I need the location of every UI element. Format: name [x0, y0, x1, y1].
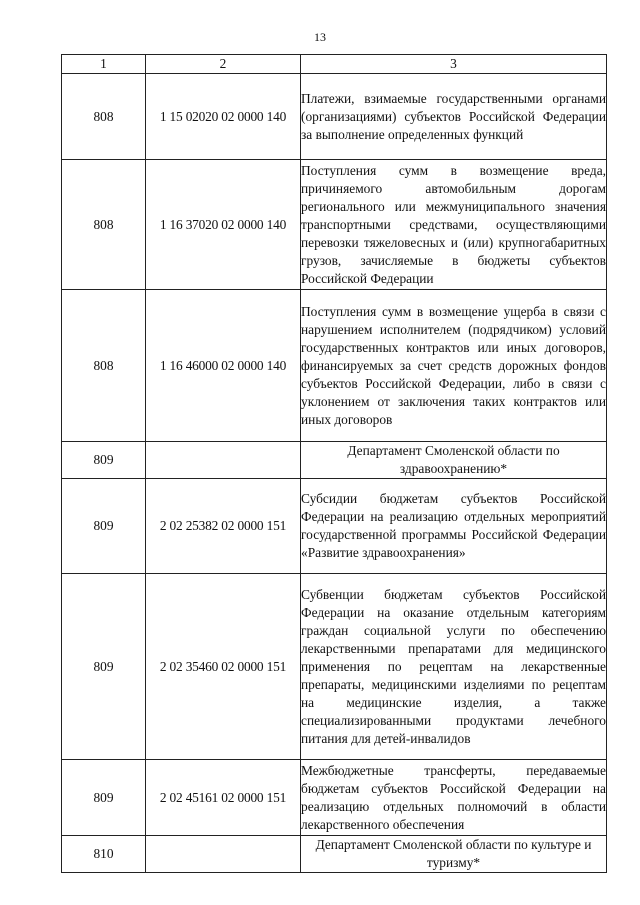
revenue-description-cell: Поступления сумм в возмещение вреда, причиняемого автомобильным дорогам регионального или межмуниципального значения транспортными средствами, осуществляющими перевозки тяжеловесных и (или) крупногабаритных грузов, зачисляемые в бюджеты субъектов Российской Федерации: [301, 160, 607, 290]
budget-classification-code-cell: [146, 442, 301, 479]
revenue-description-cell: Субвенции бюджетам субъектов Российской Федерации на оказание отдельным категориям граждан социальной услуги по обеспечению лекарственными препаратами для медицинского применения по рецептам на лекарственные препараты, медицинскими изделиями по рецептам на медицинские изделия, а также специализированными продуктами лечебного питания для детей-инвалидов: [301, 574, 607, 760]
table-row: [62, 290, 607, 442]
admin-code-cell: 809: [62, 760, 146, 836]
budget-classification-code-cell: 1 16 37020 02 0000 140: [146, 160, 301, 290]
admin-code-cell: 810: [62, 836, 146, 873]
table-header-row: [62, 55, 607, 74]
budget-classification-code-cell: 2 02 35460 02 0000 151: [146, 574, 301, 760]
budget-classification-code-cell: 2 02 45161 02 0000 151: [146, 760, 301, 836]
admin-code-cell: 808: [62, 74, 146, 160]
table-row: [62, 74, 607, 160]
table-row: [62, 574, 607, 760]
admin-code-cell: 808: [62, 160, 146, 290]
page-number: 13: [314, 30, 326, 44]
column-header-2: 2: [146, 55, 301, 74]
column-header-3: 3: [301, 55, 607, 74]
revenue-description-cell: Межбюджетные трансферты, передаваемые бюджетам субъектов Российской Федерации на реализацию отдельных полномочий в области лекарственного обеспечения: [301, 760, 607, 836]
budget-classification-code-cell: 1 15 02020 02 0000 140: [146, 74, 301, 160]
table-row: [62, 442, 607, 479]
budget-classification-code-cell: 2 02 25382 02 0000 151: [146, 479, 301, 574]
revenue-description-cell: Платежи, взимаемые государственными органами (организациями) субъектов Российской Федерации за выполнение определенных функций: [301, 74, 607, 160]
admin-code-cell: 809: [62, 479, 146, 574]
table-row: [62, 836, 607, 873]
department-name-cell: Департамент Смоленской области по культуре и туризму*: [301, 836, 607, 873]
budget-classification-code-cell: [146, 836, 301, 873]
revenue-description-cell: Поступления сумм в возмещение ущерба в связи с нарушением исполнителем (подрядчиком) условий государственных контрактов или иных договоров, финансируемых за счет средств дорожных фондов субъектов Российской Федерации, либо в связи с уклонением от заключения таких контрактов или иных договоров: [301, 290, 607, 442]
admin-code-cell: 809: [62, 442, 146, 479]
column-header-1: 1: [62, 55, 146, 74]
table-row: [62, 160, 607, 290]
department-name-cell: Департамент Смоленской области по здравоохранению*: [301, 442, 607, 479]
admin-code-cell: 809: [62, 574, 146, 760]
budget-classification-code-cell: 1 16 46000 02 0000 140: [146, 290, 301, 442]
table-row: [62, 760, 607, 836]
revenue-codes-table: [61, 54, 607, 873]
admin-code-cell: 808: [62, 290, 146, 442]
table-row: [62, 479, 607, 574]
revenue-description-cell: Субсидии бюджетам субъектов Российской Федерации на реализацию отдельных мероприятий государственной программы Российской Федерации «Развитие здравоохранения»: [301, 479, 607, 574]
